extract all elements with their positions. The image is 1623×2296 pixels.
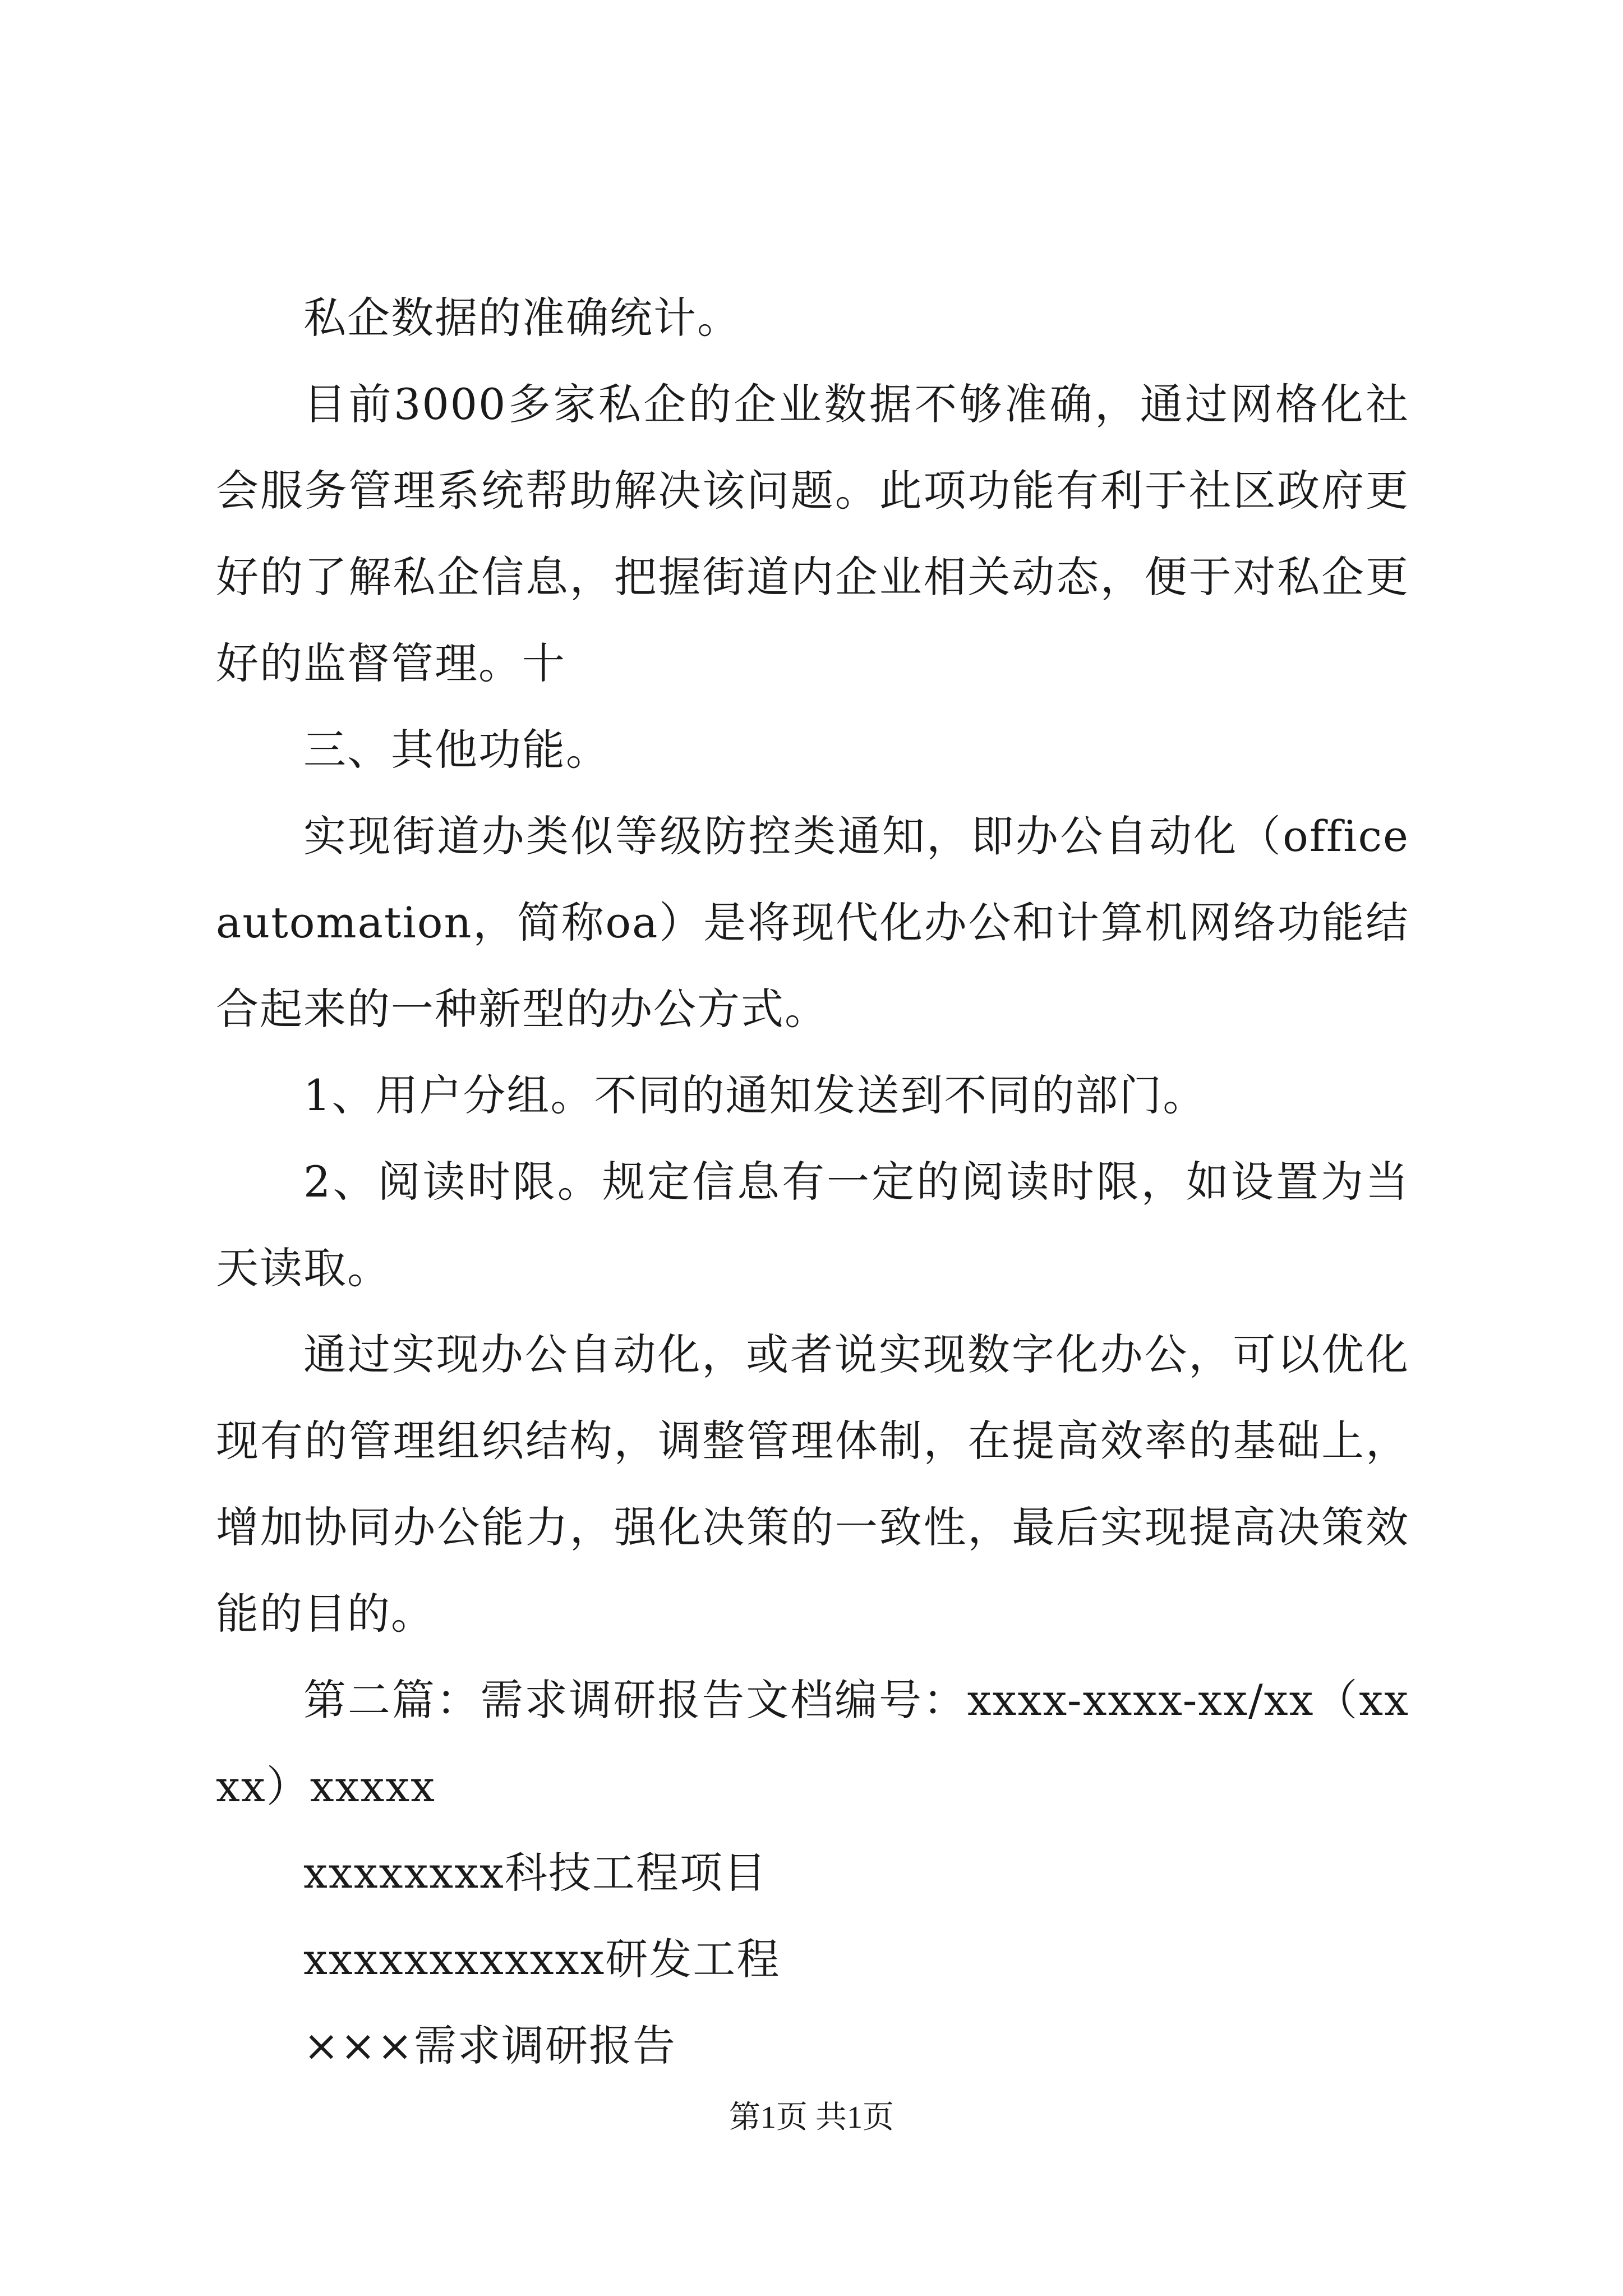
paragraph-1: 私企数据的准确统计。	[303, 293, 741, 343]
document-body	[216, 275, 1409, 2089]
page-footer: 第1页 共1页	[729, 2100, 894, 2135]
engineering-line: xxxxxxxxxxxx研发工程	[303, 1934, 781, 1984]
section-heading-other-functions: 三、其他功能。	[303, 725, 610, 775]
paragraph-3: 实现街道办类似等级防控类通知，即办公自动化（officeautomation，简称oa）是将现代化办公和计算机网络功能结合起来的一种新型的办公方式。	[216, 811, 1409, 1034]
chapter-two-heading: 第二篇：需求调研报告文档编号：xxxx-xxxx-xx/xx（xxxx）xxxxx	[216, 1675, 1409, 1811]
paragraph-2: 目前3000多家私企的企业数据不够准确，通过网格化社会服务管理系统帮助解决该问题。此项功能有利于社区政府更好的了解私企信息，把握街道内企业相关动态，便于对私企更好的监督管理。十	[216, 379, 1409, 688]
project-line: xxxxxxxx科技工程项目	[303, 1848, 767, 1898]
list-item-1: 1、用户分组。不同的通知发送到不同的部门。	[303, 1070, 1207, 1120]
list-item-2: 2、阅读时限。规定信息有一定的阅读时限，如设置为当天读取。	[216, 1157, 1409, 1293]
report-title-line: ×××需求调研报告	[303, 2021, 677, 2070]
paragraph-4: 通过实现办公自动化，或者说实现数字化办公，可以优化现有的管理组织结构，调整管理体制，在提高效率的基础上，增加协同办公能力，强化决策的一致性，最后实现提高决策效能的目的。	[216, 1329, 1409, 1639]
